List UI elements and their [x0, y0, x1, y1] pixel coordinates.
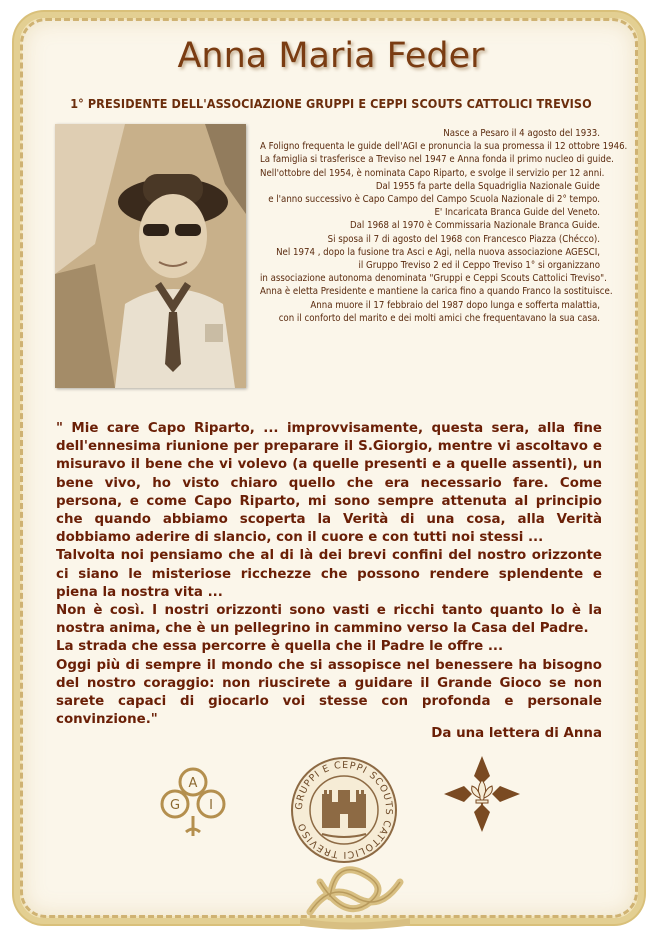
page-title: Anna Maria Feder: [177, 36, 485, 76]
bio-line: Nasce a Pesaro il 4 agosto del 1933.: [443, 128, 600, 139]
letter-quote: [56, 420, 602, 729]
quote-paragraph: Non è così. I nostri orizzonti sono vasti e ricchi tanto quanto lo è la nostra anima, che è un pellegrino in cammino verso la Casa del Padre.: [56, 603, 602, 637]
bio-line: Dal 1968 al 1970 è Commissaria Nazionale Branca Guide.: [350, 220, 600, 232]
biography: [260, 127, 628, 325]
scout-cross-icon: [442, 754, 522, 834]
seal-text: GRUPPI E CEPPI SCOUTS CATTOLICI TREVISO: [293, 759, 395, 861]
bio-line: Dal 1955 fa parte della Squadriglia Nazionale Guide: [375, 180, 600, 192]
bio-line: Anna muore il 17 febbraio del 1987 dopo lunga e sofferta malattia,: [310, 299, 600, 311]
portrait-illustration: [55, 124, 246, 388]
page-subtitle: 1° PRESIDENTE DELL'ASSOCIAZIONE GRUPPI E CEPPI SCOUTS CATTOLICI TREVISO: [70, 96, 592, 111]
trefoil-letter: A: [188, 776, 198, 791]
rope-knot-icon: [300, 842, 410, 932]
bio-line: A Foligno frequenta le guide dell'AGI e pronuncia la sua promessa il 12 ottobre 1946.: [260, 141, 628, 153]
quote-paragraph: " Mie care Capo Riparto, ... improvvisamente, questa sera, alla fine dell'ennesima riunione per preparare il S.Giorgio, mentre vi ascoltavo e misuravo il bene che vi volevo (a quelle presenti e a quelle assenti), un bene vivo, ho visto chiaro quello che era necessario fare. Come persona, e come Capo Riparto, mi sono sempre attenuta al principio che quando abbiamo scoperta la Verità di una cosa, alla Verità dobbiamo aderire di slancio, con il cuore e con tutti noi stessi ...: [56, 421, 602, 546]
bio-line: e l'anno successivo è Capo Campo del Campo Scuola Nazionale di 2° tempo.: [268, 194, 600, 206]
quote-paragraph: Talvolta noi pensiamo che al di là dei brevi confini del nostro orizzonte ci siano le misteriose ricchezze che possono rendere splendente e piena la nostra vita ...: [56, 548, 602, 600]
quote-paragraph: La strada che essa percorre è quella che il Padre le offre ...: [56, 639, 504, 655]
bio-line: con il conforto del marito e dei molti amici che frequentavano la sua casa.: [278, 312, 600, 324]
portrait-photo: [55, 124, 246, 388]
quote-signature: Da una lettera di Anna: [431, 726, 602, 741]
bio-line: La famiglia si trasferisce a Treviso nel 1947 e Anna fonda il primo nucleo di guide.: [260, 154, 614, 166]
bio-line: il Gruppo Treviso 2 ed il Ceppo Treviso 1° si organizzano: [358, 260, 600, 272]
bio-line: Anna è eletta Presidente e mantiene la carica fino a quando Franco la sostituisce.: [260, 286, 613, 298]
trefoil-letter: G: [169, 798, 181, 813]
quote-paragraph: Oggi più di sempre il mondo che si assopisce nel benessere ha bisogno del nostro coraggio: non riuscirete a guidare il Grande Gioco se non sarete capaci di giocarlo voi stesse con profonda e personale convinzione.": [56, 657, 602, 728]
agi-trefoil-icon: [160, 766, 226, 838]
bio-line: E' Incaricata Branca Guide del Veneto.: [434, 207, 600, 219]
trefoil-letter: I: [209, 798, 213, 813]
bio-line: Nel 1974 , dopo la fusione tra Asci e Agi, nella nuova associazione AGESCI,: [276, 246, 600, 258]
bio-line: in associazione autonoma denominata "Gruppi e Ceppi Scouts Cattolici Treviso".: [260, 273, 607, 285]
bio-line: Si sposa il 7 di agosto del 1968 con Francesco Piazza (Chécco).: [327, 233, 600, 245]
bio-line: Nell'ottobre del 1954, è nominata Capo Riparto, e svolge il servizio per 12 anni.: [260, 167, 605, 179]
